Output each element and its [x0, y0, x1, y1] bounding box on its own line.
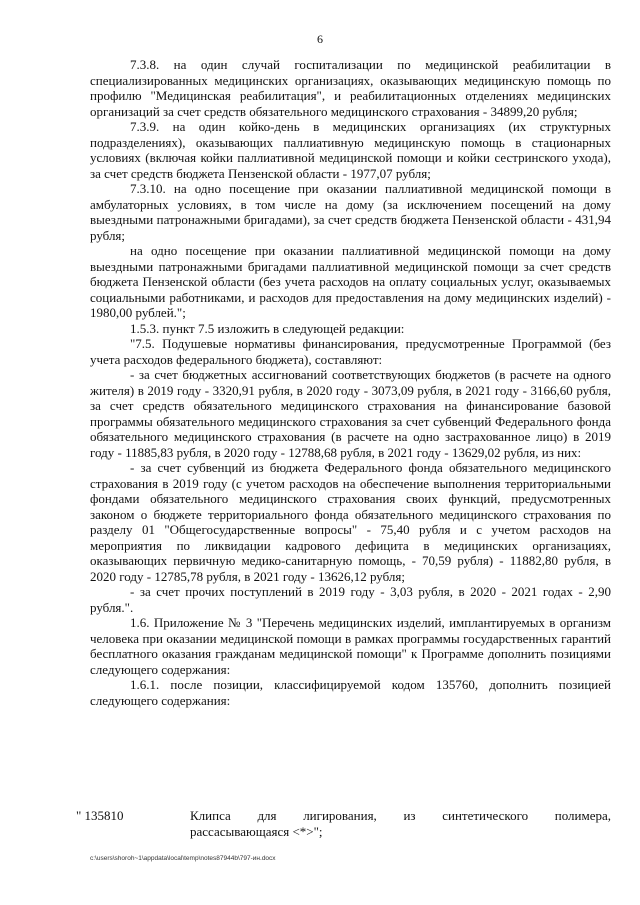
paragraph-subventions: - за счет субвенций из бюджета Федерального фонда обязательного медицинского страхования в 2019 году (с учетом расходов на обеспечение выполнения территориальными фондами обязательного медицинского страхования своих функций, предусмотренных законом о бюджете территориального фонда обязательного медицинского страхования по разделу 01 "Общегосударственные вопросы" - 75,40 рубля и с учетом расходов на мероприятия по ликвидации кадрового дефицита в медицинских организациях, оказывающих первичную медико-санитарную помощь, - 70,59 рубля) - 11882,80 рубля, в 2020 году - 12785,78 рубля, в 2021 году - 13626,12 рубля; [90, 460, 611, 584]
paragraph-7-3-10: 7.3.10. на одно посещение при оказании паллиативной медицинской помощи в амбулаторных условиях, в том числе на дому (за исключением посещений на дому выездными патронажными бригадами), за счет средств бюджета Пензенской области - 431,94 рубля; [90, 181, 611, 243]
footer-file-path: c:\users\shoroh~1\appdata\local\temp\notes87944b\797-ин.docx [90, 855, 276, 862]
paragraph-7-3-9: 7.3.9. на один койко-день в медицинских организациях (их структурных подразделениях), оказывающих паллиативную медицинскую помощь в стационарных условиях (включая койки паллиативной медицинской помощи и койки сестринского ухода), за счет средств бюджета Пензенской области - 1977,07 рубля; [90, 119, 611, 181]
code-entry-spacer [76, 824, 190, 840]
code-entry-row-1 [76, 808, 611, 824]
code-entry [76, 808, 611, 839]
paragraph-home-visit: на одно посещение при оказании паллиативной медицинской помощи на дому выездными патронажными бригадами паллиативной медицинской помощи за счет средств бюджета Пензенской области (без учета расходов на оплату социальных услуг, оказываемых социальными работниками, и расходов для предоставления на дому медицинских изделий) - 1980,00 рублей."; [90, 243, 611, 320]
code-entry-code: " 135810 [76, 808, 124, 823]
paragraph-1-6-1: 1.6.1. после позиции, классифицируемой кодом 135760, дополнить позицией следующего содержания: [90, 677, 611, 708]
paragraph-1-5-3: 1.5.3. пункт 7.5 изложить в следующей редакции: [130, 320, 405, 336]
document-body [90, 57, 611, 708]
paragraph-7-5: "7.5. Подушевые нормативы финансирования, предусмотренные Программой (без учета расходов федерального бюджета), составляют: [90, 336, 611, 367]
code-entry-row-2 [76, 824, 611, 840]
paragraph-other-receipts: - за счет прочих поступлений в 2019 году - 3,03 рубля, в 2020 - 2021 годах - 2,90 рубля.". [90, 584, 611, 615]
code-entry-text-line1: Клипса для лигирования, из синтетического полимера, [190, 808, 611, 823]
page-number: 6 [317, 32, 323, 46]
paragraph-7-3-8: 7.3.8. на один случай госпитализации по медицинской реабилитации в специализированных медицинских организациях, оказывающих медицинскую помощь по профилю "Медицинская реабилитация", и реабилитационных отделениях медицинских организаций за счет средств обязательного медицинского страхования - 34899,20 рубля; [90, 57, 611, 119]
code-entry-text-line2: рассасывающаяся <*>"; [190, 823, 323, 839]
paragraph-1-6: 1.6. Приложение № 3 "Перечень медицинских изделий, имплантируемых в организм человека при оказании медицинской помощи в рамках программы государственных гарантий бесплатного оказания гражданам медицинской помощи" к Программе дополнить позициями следующего содержания: [90, 615, 611, 677]
paragraph-budget-allocations: - за счет бюджетных ассигнований соответствующих бюджетов (в расчете на одного жителя) в 2019 году - 3320,91 рубля, в 2020 году - 3073,09 рубля, в 2021 году - 3166,60 рубля, за счет средств обязательного медицинского страхования на финансирование базовой программы обязательного медицинского страхования за счет субвенций Федерального фонда обязательного медицинского страхования (в расчете на одно застрахованное лицо) в 2019 году - 11885,83 рубля, в 2020 году - 12788,68 рубля, в 2021 году - 13629,02 рубля, из них: [90, 367, 611, 460]
